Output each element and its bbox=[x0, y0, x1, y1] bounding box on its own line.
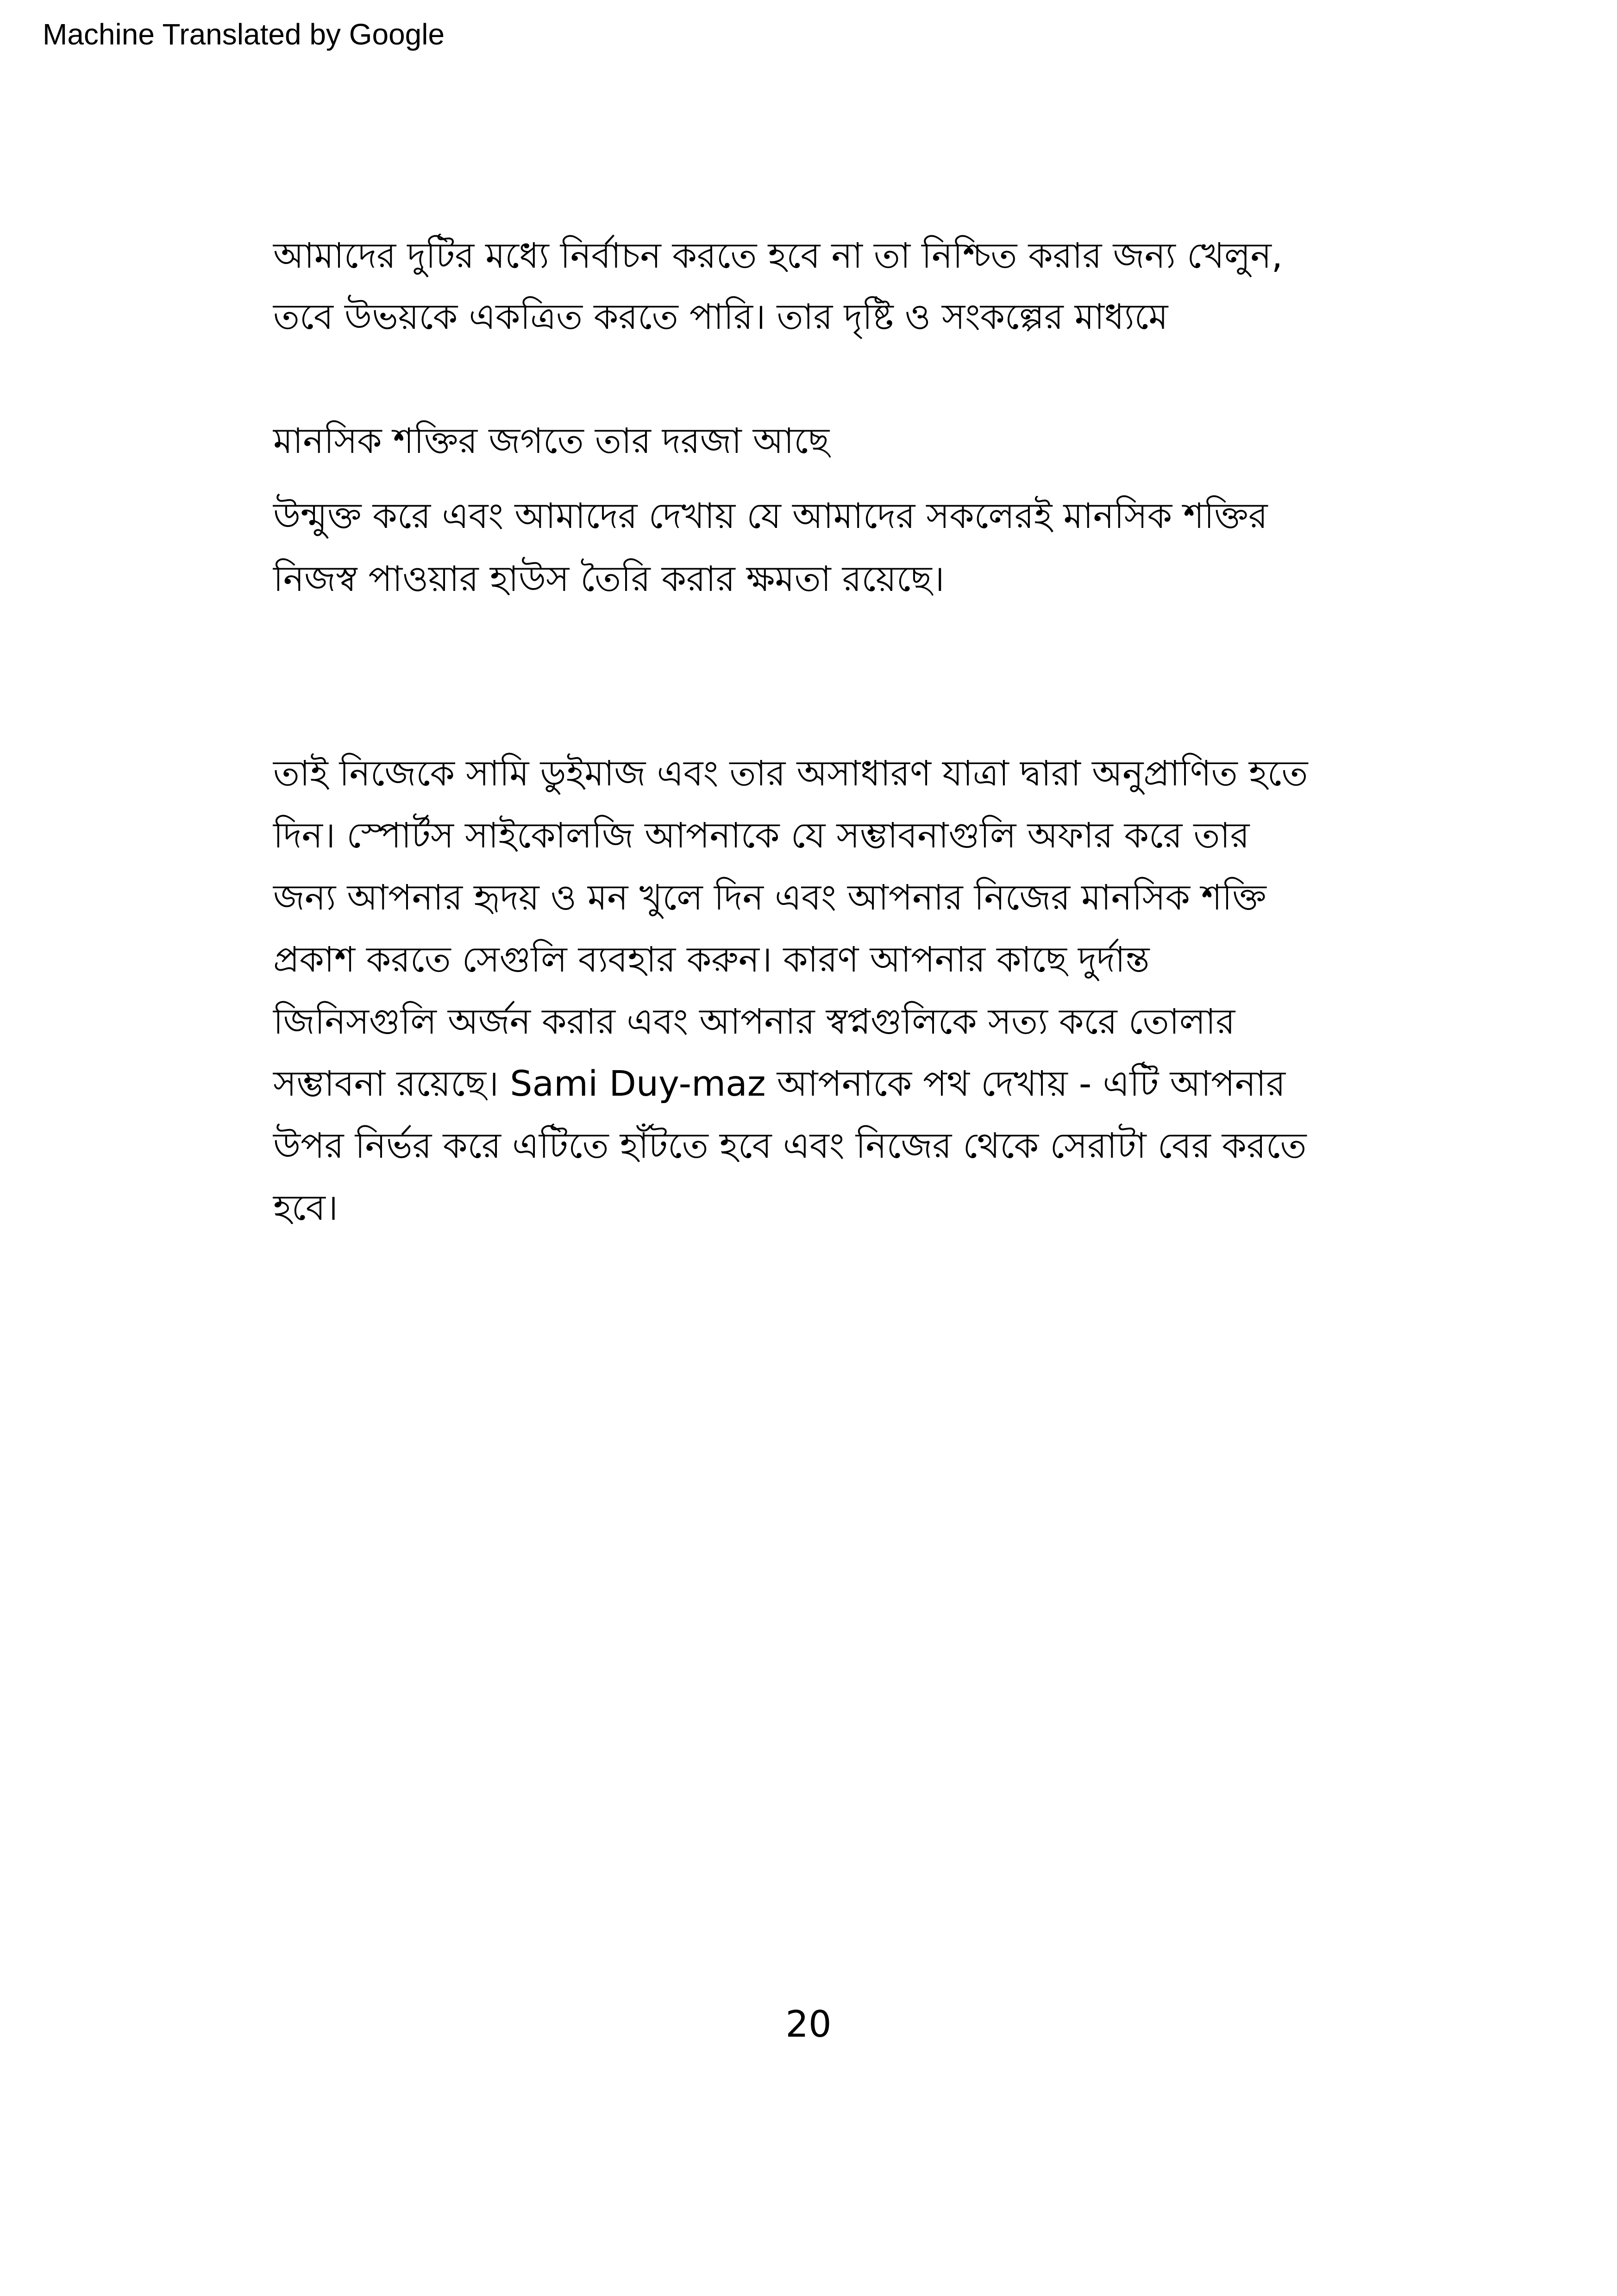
paragraph-2-line-2: উন্মুক্ত করে এবং আমাদের দেখায় যে আমাদের সকলেরই মানসিক শক্তির bbox=[273, 495, 1268, 536]
page-number: 20 bbox=[785, 2004, 832, 2045]
paragraph-3-line-4: প্রকাশ করতে সেগুলি ব্যবহার করুন। কারণ আপনার কাছে দুর্দান্ত bbox=[273, 939, 1150, 980]
paragraph-3-line-5: জিনিসগুলি অর্জন করার এবং আপনার স্বপ্নগুলিকে সত্য করে তোলার bbox=[273, 1001, 1235, 1042]
paragraph-2-line-1: মানসিক শক্তির জগতে তার দরজা আছে bbox=[273, 420, 830, 461]
paragraph-1-line-2: তবে উভয়কে একত্রিত করতে পারি। তার দৃষ্টি ও সংকল্পের মাধ্যমে bbox=[273, 296, 1168, 337]
machine-translation-notice: Machine Translated by Google bbox=[43, 18, 445, 51]
paragraph-3-line-6: সম্ভাবনা রয়েছে। Sami Duy-maz আপনাকে পথ দেখায় - এটি আপনার bbox=[273, 1063, 1286, 1104]
paragraph-3-line-7: উপর নির্ভর করে এটিতে হাঁটতে হবে এবং নিজের থেকে সেরাটা বের করতে bbox=[273, 1125, 1307, 1166]
paragraph-3-line-3: জন্য আপনার হৃদয় ও মন খুলে দিন এবং আপনার নিজের মানসিক শক্তি bbox=[273, 877, 1266, 918]
paragraph-3-line-2: দিন। স্পোর্টস সাইকোলজি আপনাকে যে সম্ভাবনাগুলি অফার করে তার bbox=[273, 815, 1250, 856]
paragraph-3-line-8: হবে। bbox=[273, 1187, 338, 1228]
paragraph-1-line-1: আমাদের দুটির মধ্যে নির্বাচন করতে হবে না তা নিশ্চিত করার জন্য খেলুন, bbox=[273, 235, 1283, 276]
paragraph-2-line-3: নিজস্ব পাওয়ার হাউস তৈরি করার ক্ষমতা রয়েছে। bbox=[273, 558, 945, 599]
paragraph-3-line-1: তাই নিজেকে সামি ডুইমাজ এবং তার অসাধারণ যাত্রা দ্বারা অনুপ্রাণিত হতে bbox=[273, 753, 1308, 794]
